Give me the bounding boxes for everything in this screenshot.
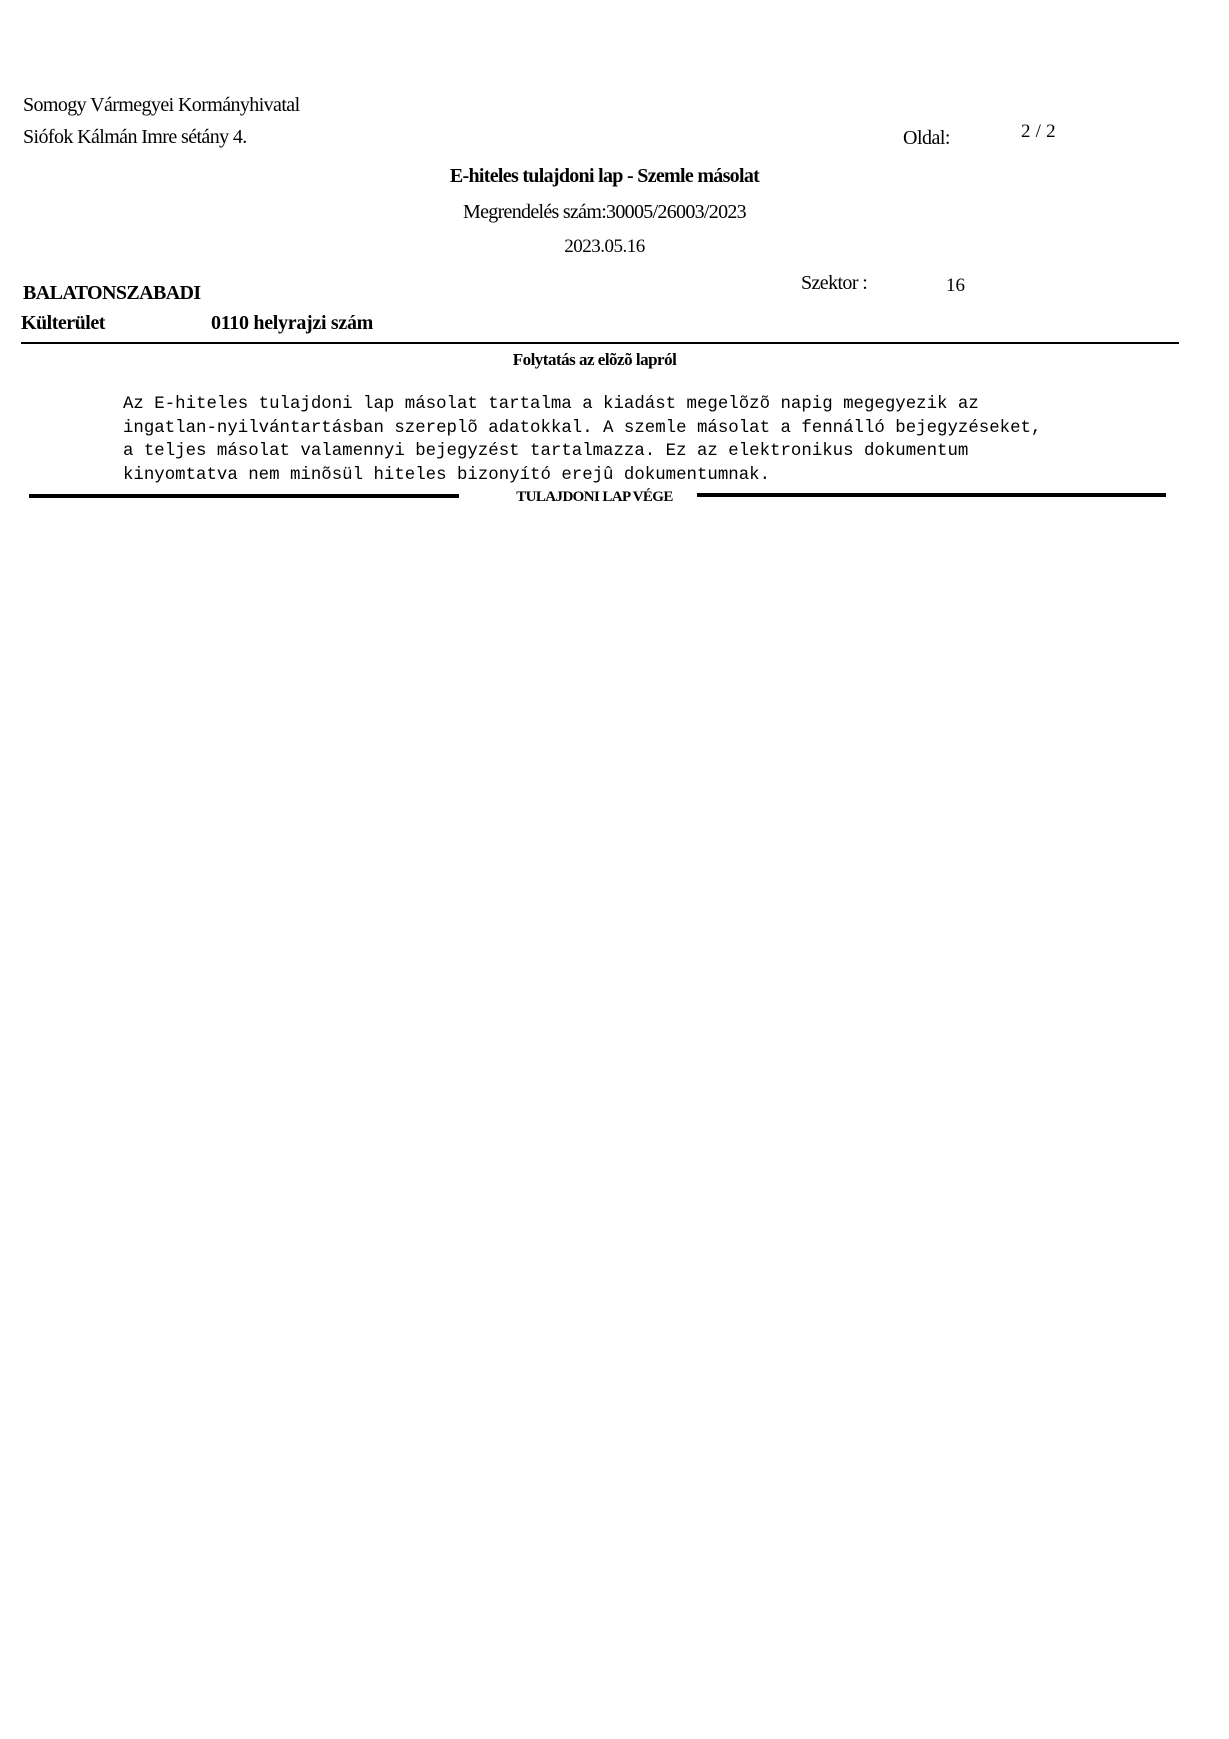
notice-line: ingatlan-nyilvántartásban szereplõ adatokkal. A szemle másolat a fennálló bejegyzéseket, bbox=[123, 418, 1042, 438]
notice-line: kinyomtatva nem minõsül hiteles bizonyító erejû dokumentumnak. bbox=[123, 465, 771, 485]
document-date: 2023.05.16 bbox=[564, 236, 645, 257]
continued-note: Folytatás az elõzõ lapról bbox=[512, 350, 677, 369]
settlement-name: BALATONSZABADI bbox=[23, 282, 201, 304]
area-type: Külterület bbox=[21, 312, 105, 334]
end-divider-right bbox=[697, 493, 1166, 497]
page-number: 2 / 2 bbox=[1021, 121, 1056, 142]
sector-value: 16 bbox=[946, 275, 965, 296]
notice-line: a teljes másolat valamennyi bejegyzést tartalmazza. Ez az elektronikus dokumentum bbox=[123, 442, 969, 461]
office-address: Siófok Kálmán Imre sétány 4. bbox=[23, 126, 247, 148]
page-label: Oldal: bbox=[903, 127, 950, 149]
document-title: E-hiteles tulajdoni lap - Szemle másolat bbox=[449, 165, 760, 187]
office-name: Somogy Vármegyei Kormányhivatal bbox=[23, 94, 300, 116]
parcel-number: 0110 helyrajzi szám bbox=[211, 312, 374, 334]
notice-line: Az E-hiteles tulajdoni lap másolat tartalma a kiadást megelõzõ napig megegyezik az bbox=[123, 395, 979, 414]
notice-text bbox=[123, 393, 1041, 487]
end-of-document-label: TULAJDONI LAP VÉGE bbox=[516, 489, 673, 505]
header-divider bbox=[21, 342, 1179, 344]
sector-label: Szektor : bbox=[801, 272, 868, 294]
order-number: Megrendelés szám:30005/26003/2023 bbox=[463, 201, 746, 223]
